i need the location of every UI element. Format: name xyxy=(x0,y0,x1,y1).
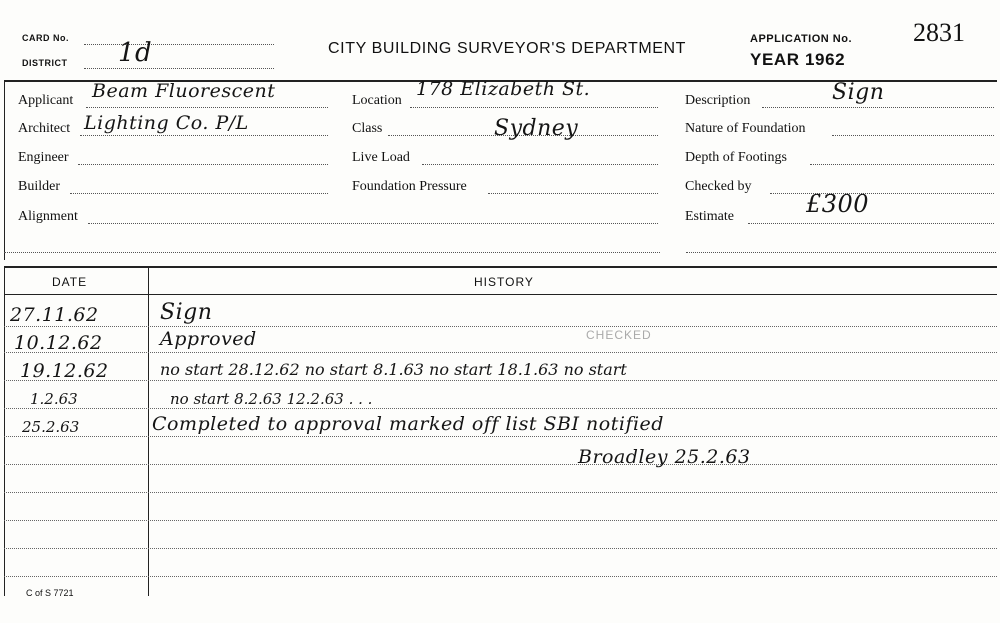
class-label: Class xyxy=(352,121,383,136)
row-rule xyxy=(4,408,997,409)
estimate-value: £300 xyxy=(806,190,870,218)
location-label: Location xyxy=(352,93,402,108)
history-header: HISTORY xyxy=(474,275,534,289)
date-column-divider xyxy=(148,266,149,596)
history-entry: Completed to approval marked off list SBI notified xyxy=(152,413,664,435)
nature-of-foundation-label: Nature of Foundation xyxy=(685,121,806,136)
checked-stamp: CHECKED xyxy=(586,328,652,342)
row-rule xyxy=(4,548,997,549)
live-load-label: Live Load xyxy=(352,150,410,165)
architect-label: Architect xyxy=(18,121,71,136)
alignment-label: Alignment xyxy=(18,209,78,224)
nature-of-foundation-line xyxy=(832,135,994,136)
builder-line xyxy=(70,193,328,194)
applicant-line xyxy=(86,107,328,108)
estimate-line xyxy=(748,223,994,224)
description-label: Description xyxy=(685,93,751,108)
district-value: 1d xyxy=(118,38,153,68)
row-rule xyxy=(4,436,997,437)
live-load-line xyxy=(422,164,658,165)
history-top-border xyxy=(4,266,997,268)
history-entry: no start 8.2.63 12.2.63 . . . xyxy=(170,390,373,408)
row-rule xyxy=(4,492,997,493)
year-label: YEAR 1962 xyxy=(750,50,846,69)
checked-by-label: Checked by xyxy=(685,179,752,194)
history-date: 10.12.62 xyxy=(14,332,103,354)
depth-of-footings-line xyxy=(810,164,994,165)
row-rule xyxy=(4,464,997,465)
details-bottom-dots-right xyxy=(686,252,996,253)
signature-entry: Broadley 25.2.63 xyxy=(578,446,751,468)
engineer-line xyxy=(78,164,328,165)
row-rule xyxy=(4,352,997,353)
estimate-label: Estimate xyxy=(685,209,734,224)
checked-by-line xyxy=(770,193,994,194)
applicant-label: Applicant xyxy=(18,93,74,108)
depth-of-footings-label: Depth of Footings xyxy=(685,150,787,165)
history-entry: no start 28.12.62 no start 8.1.63 no start 18.1.63 no start xyxy=(160,360,627,379)
application-label: APPLICATION No. xyxy=(750,33,853,45)
department-title: CITY BUILDING SURVEYOR'S DEPARTMENT xyxy=(328,40,687,57)
application-number: 2831 xyxy=(913,18,965,47)
description-line xyxy=(762,107,994,108)
district-line xyxy=(84,68,274,69)
history-left-border xyxy=(4,266,5,596)
details-left-border xyxy=(4,80,5,260)
history-date: 25.2.63 xyxy=(22,418,80,436)
row-rule xyxy=(4,380,997,381)
architect-line xyxy=(80,135,328,136)
row-rule xyxy=(4,326,997,327)
location-value: 178 Elizabeth St. xyxy=(416,78,591,100)
card-no-label: CARD No. xyxy=(22,33,69,43)
row-rule xyxy=(4,576,997,577)
class-value: Sydney xyxy=(494,116,579,141)
foundation-pressure-line xyxy=(488,193,658,194)
location-line xyxy=(410,107,658,108)
row-rule xyxy=(4,520,997,521)
builder-label: Builder xyxy=(18,179,60,194)
form-code: C of S 7721 xyxy=(26,588,74,598)
applicant-value: Beam Fluorescent xyxy=(92,80,276,102)
date-header: DATE xyxy=(52,275,88,289)
alignment-line xyxy=(88,223,658,224)
history-date: 19.12.62 xyxy=(20,360,109,382)
card-no-line xyxy=(84,44,274,45)
foundation-pressure-label: Foundation Pressure xyxy=(352,179,467,194)
architect-value: Lighting Co. P/L xyxy=(84,112,249,134)
history-header-rule xyxy=(4,294,997,295)
engineer-label: Engineer xyxy=(18,150,69,165)
history-date: 27.11.62 xyxy=(10,304,99,326)
history-entry: Approved xyxy=(160,328,257,350)
details-bottom-dots xyxy=(4,252,660,253)
history-entry: Sign xyxy=(160,300,213,325)
district-label: DISTRICT xyxy=(22,58,68,68)
description-value: Sign xyxy=(832,80,885,105)
history-date: 1.2.63 xyxy=(30,390,78,408)
